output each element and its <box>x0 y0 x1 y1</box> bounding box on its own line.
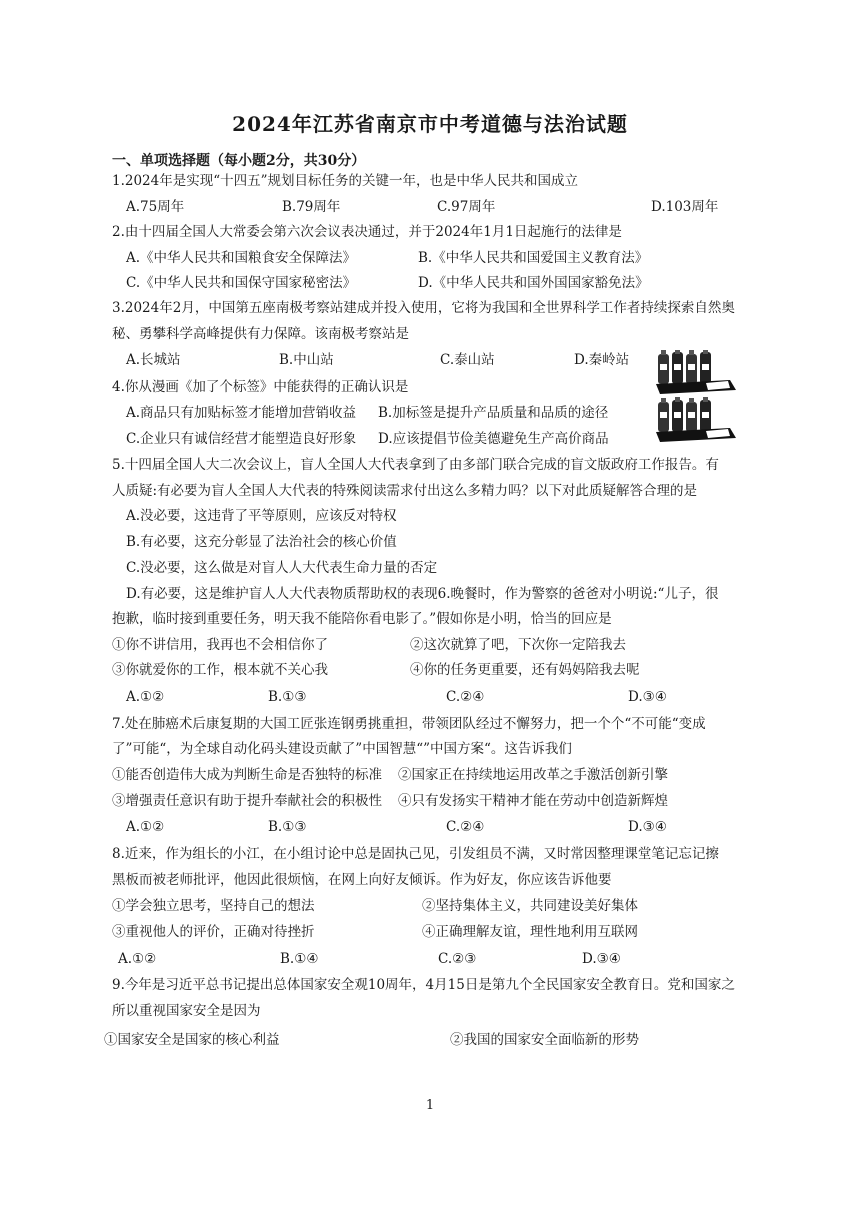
q4-option-a: A.商品只有加贴标签才能增加营销收益 <box>126 405 357 421</box>
q7-option-a: A.①② <box>126 819 165 835</box>
q8-statement-3: ③重视他人的评价，正确对待挫折 <box>112 924 315 940</box>
q5-stem-line-1: 5.十四届全国人大二次会议上，盲人全国人大代表拿到了由多部门联合完成的盲文版政府工作报告。有 <box>112 457 719 473</box>
q6-statement-4: ④你的任务更重要，还有妈妈陪我去呢 <box>410 662 640 678</box>
q4-stem: 4.你从漫画《加了个标签》中能获得的正确认识是 <box>112 379 409 395</box>
q3-option-d: D.秦岭站 <box>574 352 630 368</box>
q8-statement-4: ④正确理解友谊，理性地利用互联网 <box>422 924 638 940</box>
q9-statement-2: ②我国的国家安全面临新的形势 <box>450 1032 639 1048</box>
q1-option-d: D.103周年 <box>651 199 719 215</box>
q8-option-c: C.②③ <box>438 951 477 967</box>
q6-statement-2: ②这次就算了吧，下次你一定陪我去 <box>410 637 626 653</box>
q8-option-b: B.①④ <box>280 951 319 967</box>
q9-statement-1: ①国家安全是国家的核心利益 <box>104 1032 280 1048</box>
q2-option-c: C.《中华人民共和国保守国家秘密法》 <box>126 275 357 291</box>
q7-option-c: C.②④ <box>446 819 485 835</box>
q2-option-b: B.《中华人民共和国爱国主义教育法》 <box>418 250 649 266</box>
q8-stem-line-2: 黑板而被老师批评，他因此很烦恼，在网上向好友倾诉。作为好友，你应该告诉他要 <box>112 872 612 888</box>
q9-stem-line-1: 9.今年是习近平总书记提出总体国家安全观10周年，4月15日是第九个全民国家安全教育日。党和国家之 <box>112 977 735 993</box>
q2-option-d: D.《中华人民共和国外国国家豁免法》 <box>418 275 649 291</box>
q1-stem: 1.2024年是实现“十四五”规划目标任务的关键一年，也是中华人民共和国成立 <box>112 173 579 189</box>
q4-option-d: D.应该提倡节俭美德避免生产高价商品 <box>378 431 609 447</box>
q7-stem-line-2: 了”可能“，为全球自动化码头建设贡献了”中国智慧“”中国方案“。这告诉我们 <box>112 741 572 757</box>
q7-option-d: D.③④ <box>628 819 667 835</box>
q6-option-c: C.②④ <box>446 689 485 705</box>
q7-stem-line-1: 7.处在肺癌术后康复期的大国工匠张连钢勇挑重担，带领团队经过不懈努力，把一个个“不可能“变成 <box>112 716 706 732</box>
q3-option-b: B.中山站 <box>279 352 334 368</box>
q5-option-a: A.没必要，这违背了平等原则，应该反对特权 <box>126 508 397 524</box>
q3-stem-line-1: 3.2024年2月，中国第五座南极考察站建成并投入使用，它将为我国和全世界科学工作者持续探索自然奥 <box>112 300 735 316</box>
q3-option-c: C.泰山站 <box>440 352 495 368</box>
q8-option-d: D.③④ <box>582 951 621 967</box>
q8-statement-2: ②坚持集体主义，共同建设美好集体 <box>422 898 638 914</box>
bottles-top-icon <box>656 350 736 394</box>
q6-stem-line-2: 抱歉，临时接到重要任务，明天我不能陪你看电影了。”假如你是小明，恰当的回应是 <box>112 611 612 627</box>
q7-statement-4: ④只有发扬实干精神才能在劳动中创造新辉煌 <box>398 793 668 809</box>
q7-statement-1: ①能否创造伟大成为判断生命是否独特的标准 <box>112 767 382 783</box>
q5-option-b: B.有必要，这充分彰显了法治社会的核心价值 <box>126 534 397 550</box>
q5-option-d: D.有必要，这是维护盲人人大代表物质帮助权的表现6.晚餐时，作为警察的爸爸对小明说:“儿子，很 <box>126 586 719 602</box>
q3-stem-line-2: 秘、勇攀科学高峰提供有力保障。该南极考察站是 <box>112 326 409 342</box>
q7-statement-3: ③增强责任意识有助于提升奉献社会的积极性 <box>112 793 382 809</box>
q2-option-a: A.《中华人民共和国粮食安全保障法》 <box>126 250 357 266</box>
q3-option-a: A.长城站 <box>126 352 181 368</box>
q7-statement-2: ②国家正在持续地运用改革之手激活创新引擎 <box>398 767 668 783</box>
q8-stem-line-1: 8.近来，作为组长的小江，在小组讨论中总是固执己见，引发组员不满，又时常因整理课堂笔记忘记擦 <box>112 846 719 862</box>
section-heading: 一、单项选择题（每小题2分，共30分） <box>112 153 366 169</box>
q9-stem-line-2: 所以重视国家安全是因为 <box>112 1003 261 1019</box>
label-cartoon-image <box>656 350 736 442</box>
q4-option-b: B.加标签是提升产品质量和品质的途径 <box>378 405 609 421</box>
page-number: 1 <box>425 1098 435 1113</box>
q2-stem: 2.由十四届全国人大常委会第六次会议表决通过，并于2024年1月1日起施行的法律是 <box>112 224 622 240</box>
exam-title: 2024年江苏省南京市中考道德与法治试题 <box>232 112 628 136</box>
q1-option-a: A.75周年 <box>126 199 185 215</box>
q4-option-c: C.企业只有诚信经营才能塑造良好形象 <box>126 431 357 447</box>
q6-option-b: B.①③ <box>268 689 307 705</box>
q1-option-b: B.79周年 <box>282 199 341 215</box>
q1-option-c: C.97周年 <box>437 199 496 215</box>
q8-statement-1: ①学会独立思考，坚持自己的想法 <box>112 898 315 914</box>
q8-option-a: A.①② <box>118 951 157 967</box>
bottles-bottom-icon <box>656 397 736 442</box>
q6-option-d: D.③④ <box>628 689 667 705</box>
q6-statement-1: ①你不讲信用，我再也不会相信你了 <box>112 637 328 653</box>
q7-option-b: B.①③ <box>268 819 307 835</box>
q6-option-a: A.①② <box>126 689 165 705</box>
q5-stem-line-2: 人质疑:有必要为盲人全国人大代表的特殊阅读需求付出这么多精力吗？以下对此质疑解答合理的是 <box>112 483 698 499</box>
q5-option-c: C.没必要，这么做是对盲人人大代表生命力量的否定 <box>126 560 438 576</box>
q6-statement-3: ③你就爱你的工作，根本就不关心我 <box>112 662 328 678</box>
